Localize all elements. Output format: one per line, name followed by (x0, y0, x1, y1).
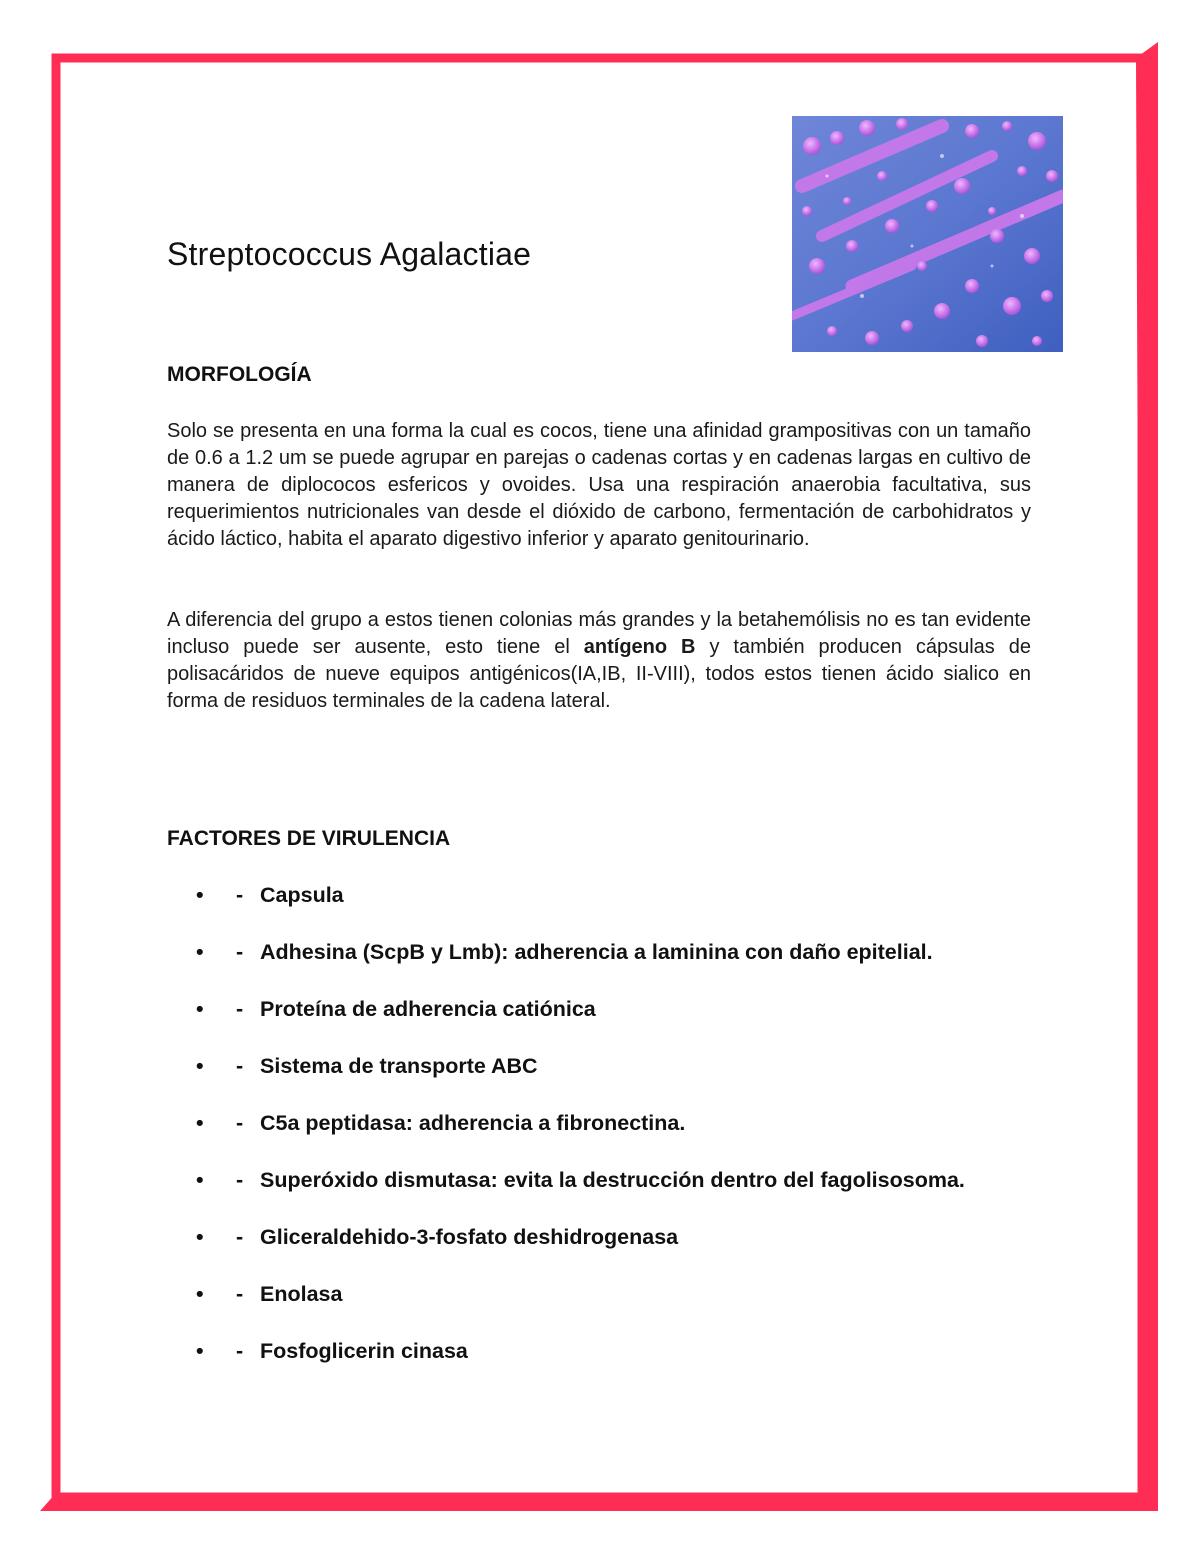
list-item (196, 1165, 965, 1222)
list-item (196, 937, 965, 994)
morfologia-paragraph-2 (167, 607, 1031, 715)
bullet-icon: • (196, 1054, 204, 1078)
factor-label: Proteína de adherencia catiónica (260, 997, 596, 1021)
factor-label: Fosfoglicerin cinasa (260, 1339, 468, 1363)
bullet-icon: • (196, 1168, 204, 1192)
bullet-icon: • (196, 997, 204, 1021)
factor-label: Superóxido dismutasa: evita la destrucción dentro del fagolisosoma. (260, 1168, 965, 1192)
list-item (196, 1222, 965, 1279)
bullet-icon: • (196, 1111, 204, 1135)
dash-marker: - (236, 1282, 244, 1306)
bullet-icon: • (196, 940, 204, 964)
paragraph-2-text-start: A diferencia del grupo a estos tienen colonias más grandes y la betahemólisis no es tan evidente incluso puede ser ausente, esto tiene el (167, 609, 1031, 658)
dash-marker: - (236, 1168, 244, 1192)
factor-label: Gliceraldehido-3-fosfato deshidrogenasa (260, 1225, 679, 1249)
factor-label: Capsula (260, 883, 344, 907)
list-item (196, 1051, 965, 1108)
morfologia-paragraph-1: Solo se presenta en una forma la cual es cocos, tiene una afinidad grampositivas con un tamaño de 0.6 a 1.2 um se puede agrupar en parejas o cadenas cortas y en cadenas largas en cultivo de manera de diplococos esfericos y ovoides. Usa una respiración anaerobia facultativa, sus requerimientos nutricionales van desde el dióxido de carbono, fermentación de carbohidratos y ácido láctico, habita el aparato digestivo inferior y aparato genitourinario. (167, 420, 1031, 550)
dash-marker: - (236, 1111, 244, 1135)
bullet-icon: • (196, 1339, 204, 1363)
bullet-icon: • (196, 883, 204, 907)
dash-marker: - (236, 940, 244, 964)
list-item (196, 880, 965, 937)
virulence-factor-list (196, 880, 965, 1393)
list-item (196, 1108, 965, 1165)
page-title: Streptococcus Agalactiae (167, 236, 532, 272)
dash-marker: - (236, 1339, 244, 1363)
dash-marker: - (236, 997, 244, 1021)
factor-label: Enolasa (260, 1282, 343, 1306)
bullet-icon: • (196, 1282, 204, 1306)
dash-marker: - (236, 883, 244, 907)
paragraph-2-text-end: y también producen cápsulas de polisacáridos de nueve equipos antigénicos(IA,IB, II-VIII), todos estos tienen ácido sialico en forma de residuos terminales de la cadena lateral. (167, 636, 1031, 712)
list-item (196, 994, 965, 1051)
antigen-b-highlight: antígeno B (583, 636, 696, 658)
dash-marker: - (236, 1225, 244, 1249)
dash-marker: - (236, 1054, 244, 1078)
factor-label: C5a peptidasa: adherencia a fibronectina. (260, 1111, 686, 1135)
virulencia-heading: FACTORES DE VIRULENCIA (167, 827, 451, 850)
list-item (196, 1336, 965, 1393)
factor-label: Sistema de transporte ABC (260, 1054, 538, 1078)
morfologia-heading: MORFOLOGÍA (167, 363, 312, 386)
bullet-icon: • (196, 1225, 204, 1249)
list-item (196, 1279, 965, 1336)
factor-label: Adhesina (ScpB y Lmb): adherencia a laminina con daño epitelial. (260, 940, 933, 964)
bacteria-colonies-photo (792, 116, 1063, 352)
